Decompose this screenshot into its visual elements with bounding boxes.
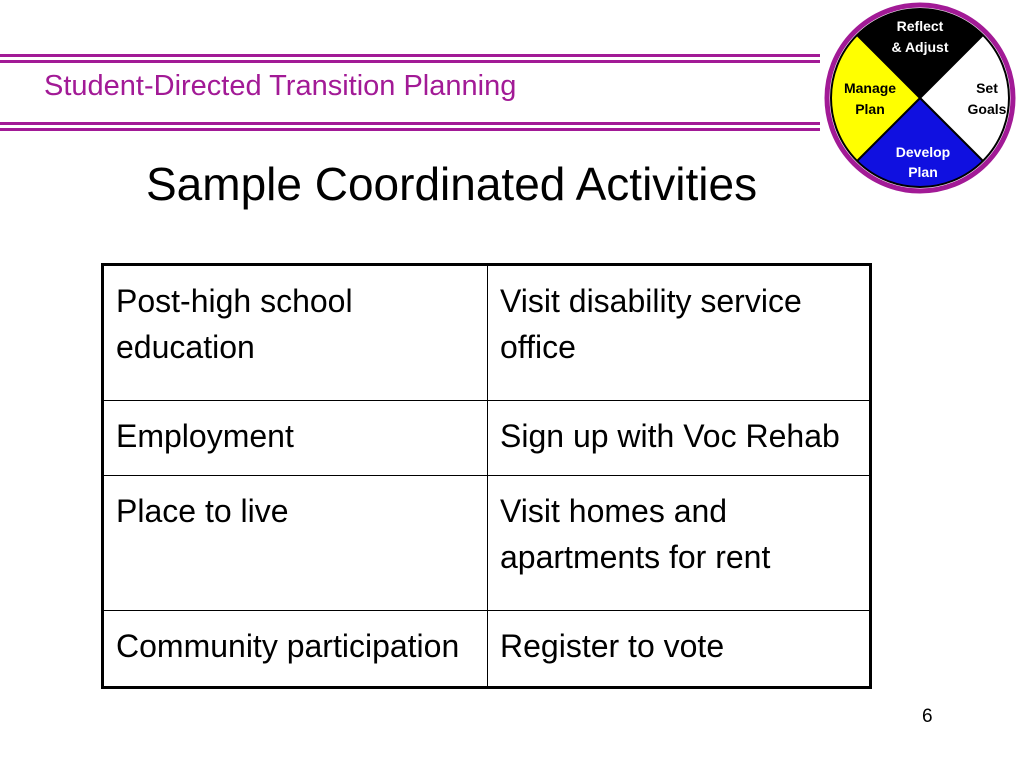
table-cell-activity: Sign up with Voc Rehab (488, 400, 871, 476)
logo-label-develop-line2: Plan (908, 164, 938, 180)
header-rule-top-1 (0, 54, 820, 57)
logo-label-develop-line1: Develop (895, 144, 951, 160)
table-cell-area: Place to live (103, 476, 488, 611)
header-rule-top-2 (0, 60, 820, 63)
table-row (103, 265, 871, 401)
table-row (103, 611, 871, 688)
table-row (103, 476, 871, 611)
slide-title: Sample Coordinated Activities (146, 158, 758, 210)
header-rule-bottom-2 (0, 128, 820, 131)
logo-label-set-goals-line1: Set (976, 80, 998, 96)
table-cell-activity: Register to vote (488, 611, 871, 688)
header-rule-bottom-1 (0, 122, 820, 125)
header-title: Student-Directed Transition Planning (44, 70, 517, 102)
process-wheel-logo (817, 0, 1024, 198)
table-cell-activity: Visit homes and apartments for rent (488, 476, 871, 611)
coordinated-activities-table (101, 263, 872, 689)
logo-label-reflect-line1: Reflect (896, 18, 944, 34)
logo-label-reflect-line2: & Adjust (891, 39, 949, 55)
logo-label-manage-line2: Plan (855, 101, 885, 117)
table-cell-area: Post-high school education (103, 265, 488, 401)
page-number: 6 (922, 706, 933, 727)
logo-label-manage-line1: Manage (843, 80, 897, 96)
table-cell-area: Community participation (103, 611, 488, 688)
table-cell-area: Employment (103, 400, 488, 476)
logo-label-set-goals-line2: Goals (967, 101, 1007, 117)
table-row (103, 400, 871, 476)
table-cell-activity: Visit disability service office (488, 265, 871, 401)
